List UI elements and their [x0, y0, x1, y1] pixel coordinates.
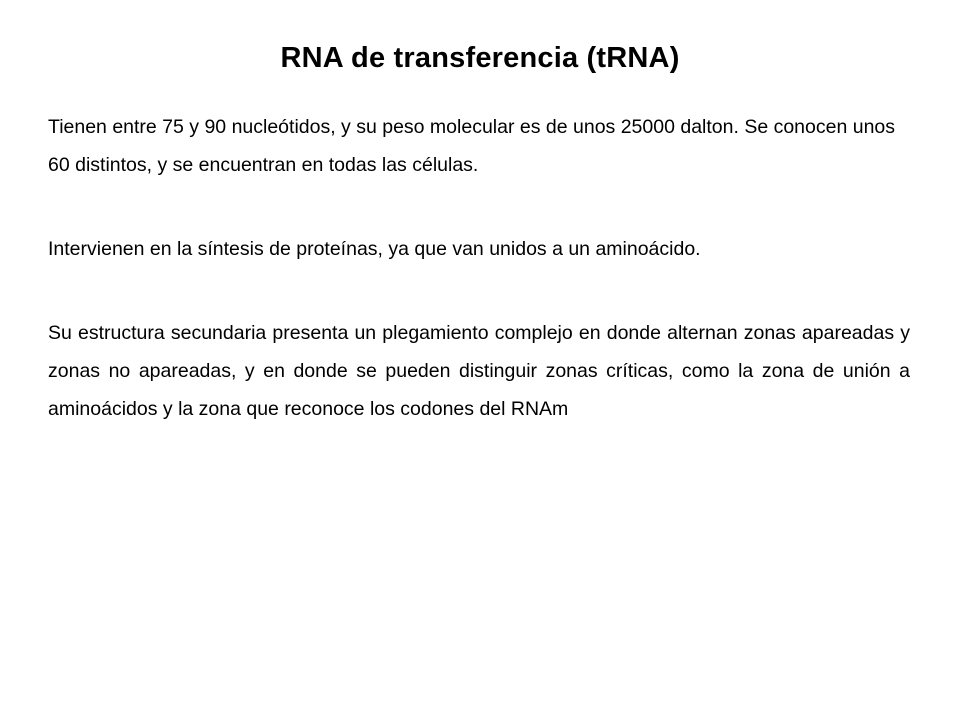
- slide-title: RNA de transferencia (tRNA): [280, 42, 680, 74]
- paragraph-spacer: [48, 268, 910, 314]
- paragraph-secondary-structure: Su estructura secundaria presenta un plegamiento complejo en donde alternan zonas apareadas y zonas no apareadas, y en donde se pueden distinguir zonas críticas, como la zona de unión a aminoácidos y la zona que reconoce los codones del RNAm: [48, 322, 910, 420]
- paragraph-length-weight: Tienen entre 75 y 90 nucleótidos, y su peso molecular es de unos 25000 dalton. Se conocen unos 60 distintos, y se encuentran en todas las células.: [48, 116, 896, 176]
- paragraph-protein-synthesis: Intervienen en la síntesis de proteínas, ya que van unidos a un aminoácido.: [48, 238, 701, 260]
- slide-body: [48, 108, 910, 428]
- paragraph-spacer: [48, 184, 910, 230]
